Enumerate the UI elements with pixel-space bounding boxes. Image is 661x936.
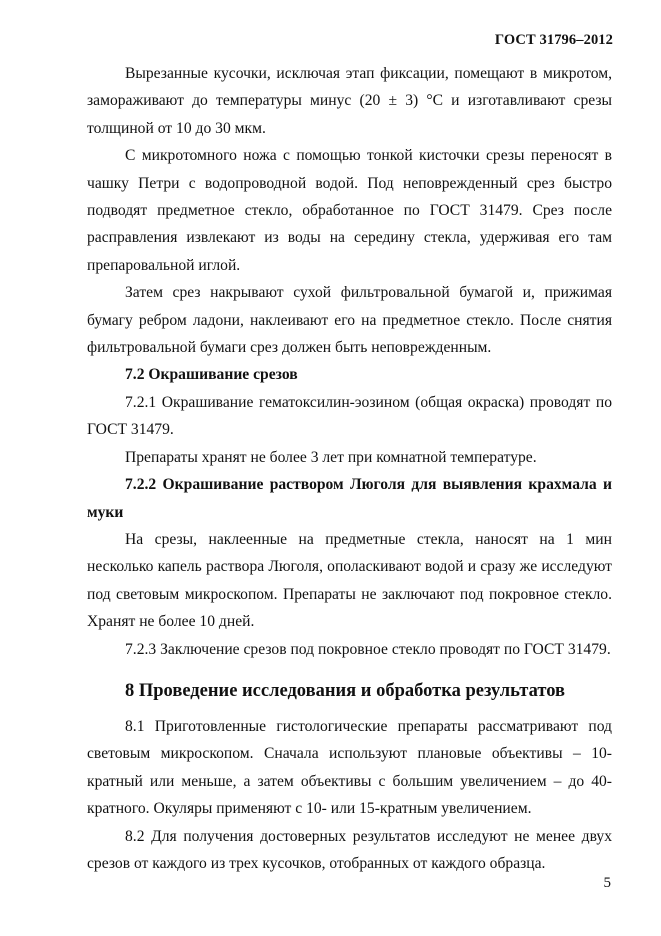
page-number: 5 bbox=[603, 875, 611, 891]
paragraph: Вырезанные кусочки, исключая этап фиксации, помещают в микротом, замораживают до температуры минус (20 ± 3) °С и изготавливают срезы толщиной от 10 до 30 мкм. bbox=[87, 65, 612, 137]
paragraph-storage: Препараты хранят не более 3 лет при комнатной температуре. bbox=[125, 448, 537, 466]
document-body bbox=[87, 60, 612, 877]
paragraph-8-1: 8.1 Приготовленные гистологические препараты рассматривают под световым микроскопом. Сначала используют плановые объективы – 10-кратный или меньше, а затем объективы с большим увеличением – до 40-кратного. Окуляры применяют с 10- или 15-кратным увеличением. bbox=[87, 717, 612, 818]
standard-header: ГОСТ 31796–2012 bbox=[494, 32, 613, 48]
section-7-2-title: 7.2 Окрашивание срезов bbox=[125, 366, 298, 384]
paragraph: С микротомного ножа с помощью тонкой кисточки срезы переносят в чашку Петри с водопроводной водой. Под неповрежденный срез быстро подводят предметное стекло, обработанное по ГОСТ 31479. Срез после расправления извлекают из воды на середину стекла, удерживая его там препаровальной иглой. bbox=[87, 147, 612, 274]
paragraph-8-2: 8.2 Для получения достоверных результатов исследуют не менее двух срезов от каждого из трех кусочков, отобранных от каждого образца. bbox=[87, 827, 612, 872]
section-8-title: 8 Проведение исследования и обработка результатов bbox=[125, 680, 565, 701]
section-7-2-2-title: 7.2.2 Окрашивание раствором Люголя для выявления крахмала и муки bbox=[87, 476, 612, 521]
paragraph-7-2-2: На срезы, наклеенные на предметные стекла, наносят на 1 мин несколько капель раствора Люголя, ополаскивают водой и сразу же исследуют под световым микроскопом. Препараты не заключают под покровное стекло. Хранят не более 10 дней. bbox=[87, 530, 612, 631]
paragraph-7-2-3: 7.2.3 Заключение срезов под покровное стекло проводят по ГОСТ 31479. bbox=[125, 640, 611, 658]
paragraph-7-2-1: 7.2.1 Окрашивание гематоксилин-эозином (общая окраска) проводят по ГОСТ 31479. bbox=[87, 393, 612, 439]
paragraph: Затем срез накрывают сухой фильтровальной бумагой и, прижимая бумагу ребром ладони, наклеивают его на предметное стекло. После снятия фильтровальной бумаги срез должен быть неповрежденным. bbox=[87, 284, 612, 357]
